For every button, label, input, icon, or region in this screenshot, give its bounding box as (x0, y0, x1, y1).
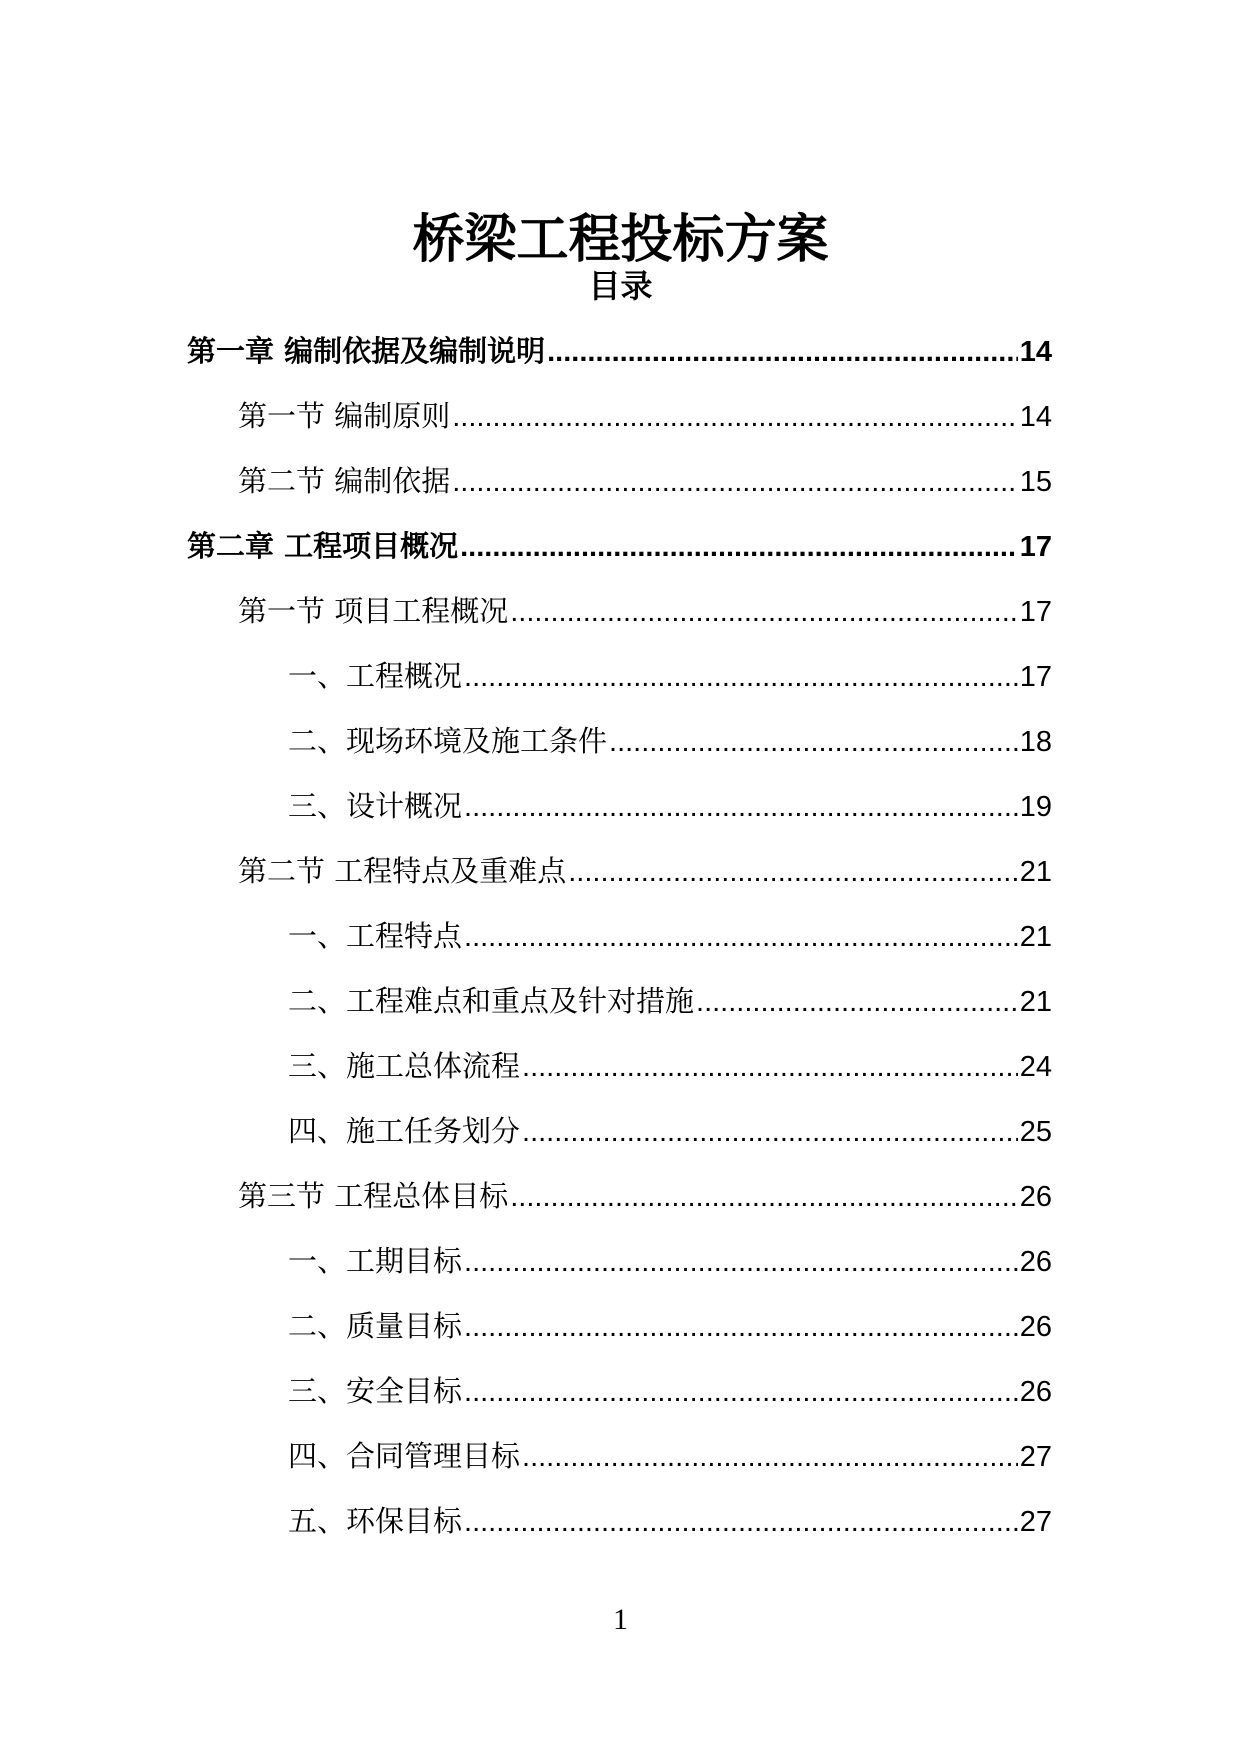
toc-entry-label: 五、环保目标 (288, 1504, 463, 1538)
toc-dot-leader (464, 781, 1018, 833)
toc-entry-chapter[interactable] (0, 520, 1052, 585)
toc-entry-label: 一、工期目标 (288, 1244, 463, 1278)
toc-dot-leader (568, 846, 1018, 898)
toc-dot-leader (464, 1236, 1018, 1288)
toc-dot-leader (510, 586, 1018, 638)
toc-entry-page: 21 (1019, 856, 1052, 888)
toc-dot-leader (464, 911, 1018, 963)
toc-entry-subsection[interactable] (0, 975, 1052, 1040)
toc-entry-label: 第一章 编制依据及编制说明 (187, 334, 546, 368)
toc-entry-page: 26 (1019, 1181, 1052, 1213)
toc-dot-leader (522, 1106, 1018, 1158)
toc-entry-page: 25 (1019, 1116, 1052, 1148)
toc-entry-label: 第二章 工程项目概况 (187, 529, 459, 563)
page-number: 1 (613, 1603, 628, 1636)
toc-dot-leader (609, 716, 1018, 768)
toc-entry-subsection[interactable] (0, 910, 1052, 975)
toc-entry-page: 26 (1019, 1246, 1052, 1278)
toc-dot-leader (464, 1301, 1018, 1353)
toc-entry-subsection[interactable] (0, 1105, 1052, 1170)
toc-dot-leader (464, 651, 1018, 703)
toc-entry-page: 24 (1019, 1051, 1052, 1083)
toc-entry-page: 26 (1019, 1311, 1052, 1343)
toc-entry-subsection[interactable] (0, 1300, 1052, 1365)
toc-entry-label: 二、质量目标 (288, 1309, 463, 1343)
toc-entry-label: 二、工程难点和重点及针对措施 (288, 984, 695, 1018)
toc-dot-leader (460, 521, 1018, 573)
toc-entry-label: 三、设计概况 (288, 789, 463, 823)
toc-entry-label: 三、安全目标 (288, 1374, 463, 1408)
toc-dot-leader (464, 1496, 1018, 1548)
toc-entry-label: 第二节 工程特点及重难点 (238, 854, 567, 888)
toc-entry-label: 第二节 编制依据 (238, 464, 451, 498)
toc-dot-leader (547, 326, 1018, 378)
toc-dot-leader (452, 456, 1018, 508)
toc-dot-leader (452, 391, 1018, 443)
toc-dot-leader (522, 1041, 1018, 1093)
toc-entry-subsection[interactable] (0, 1365, 1052, 1430)
toc-entry-section[interactable] (0, 585, 1052, 650)
toc-dot-leader (464, 1366, 1018, 1418)
table-of-contents (0, 325, 1241, 1560)
toc-entry-section[interactable] (0, 845, 1052, 910)
toc-entry-chapter[interactable] (0, 325, 1052, 390)
toc-entry-page: 17 (1019, 661, 1052, 693)
toc-dot-leader (510, 1171, 1018, 1223)
toc-entry-label: 第三节 工程总体目标 (238, 1179, 509, 1213)
toc-entry-section[interactable] (0, 390, 1052, 455)
toc-entry-subsection[interactable] (0, 780, 1052, 845)
toc-entry-page: 17 (1019, 596, 1052, 628)
toc-entry-subsection[interactable] (0, 1495, 1052, 1560)
toc-dot-leader (696, 976, 1018, 1028)
toc-entry-label: 三、施工总体流程 (288, 1049, 521, 1083)
toc-entry-section[interactable] (0, 1170, 1052, 1235)
toc-entry-section[interactable] (0, 455, 1052, 520)
toc-entry-page: 17 (1019, 531, 1052, 563)
toc-entry-label: 一、工程特点 (288, 919, 463, 953)
toc-entry-page: 14 (1019, 401, 1052, 433)
toc-entry-subsection[interactable] (0, 715, 1052, 780)
toc-entry-label: 四、施工任务划分 (288, 1114, 521, 1148)
toc-entry-page: 14 (1019, 336, 1052, 368)
toc-entry-page: 26 (1019, 1376, 1052, 1408)
toc-entry-subsection[interactable] (0, 1235, 1052, 1300)
toc-entry-page: 18 (1019, 726, 1052, 758)
toc-entry-label: 第一节 项目工程概况 (238, 594, 509, 628)
toc-entry-label: 二、现场环境及施工条件 (288, 724, 608, 758)
toc-entry-page: 15 (1019, 466, 1052, 498)
toc-entry-subsection[interactable] (0, 1040, 1052, 1105)
toc-entry-page: 21 (1019, 921, 1052, 953)
toc-entry-subsection[interactable] (0, 1430, 1052, 1495)
toc-entry-label: 一、工程概况 (288, 659, 463, 693)
document-title: 桥梁工程投标方案 (412, 209, 829, 270)
toc-entry-label: 第一节 编制原则 (238, 399, 451, 433)
toc-entry-page: 27 (1019, 1506, 1052, 1538)
toc-entry-label: 四、合同管理目标 (288, 1439, 521, 1473)
toc-entry-page: 19 (1019, 791, 1052, 823)
toc-entry-page: 27 (1019, 1441, 1052, 1473)
toc-dot-leader (522, 1431, 1018, 1483)
toc-entry-subsection[interactable] (0, 650, 1052, 715)
toc-entry-page: 21 (1019, 986, 1052, 1018)
toc-heading: 目录 (588, 267, 653, 305)
